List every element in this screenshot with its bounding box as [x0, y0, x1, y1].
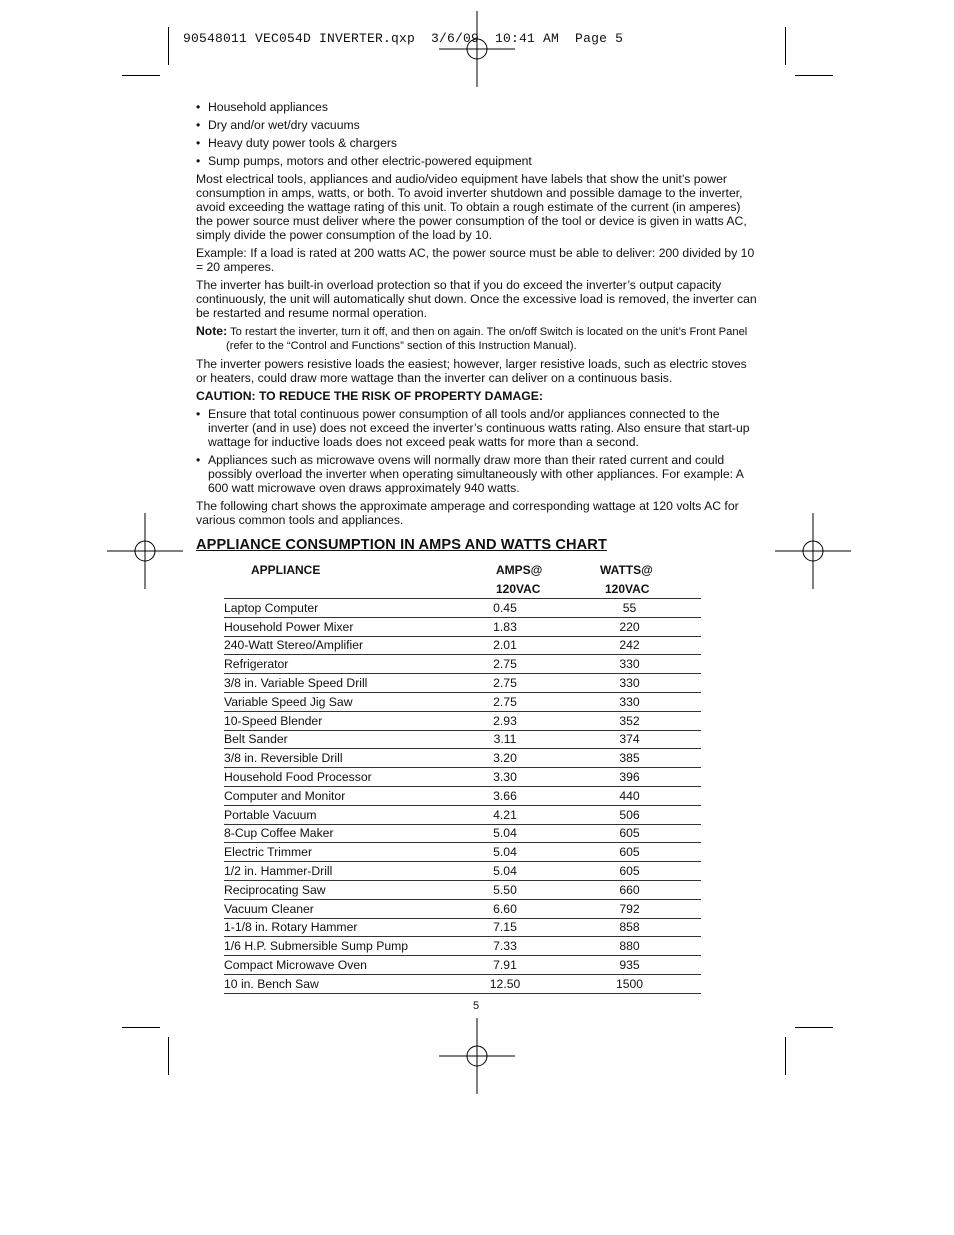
- appliance-cell: 10 in. Bench Saw: [224, 974, 452, 993]
- registration-mark-right: [775, 513, 851, 589]
- table-row: [224, 880, 701, 899]
- watts-cell: 858: [558, 918, 701, 937]
- appliance-cell: 1/6 H.P. Submersible Sump Pump: [224, 937, 452, 956]
- amps-cell: 2.75: [452, 692, 558, 711]
- registration-mark-top: [439, 11, 515, 87]
- paragraph-overload: The inverter has built-in overload protection so that if you do exceed the inverter’s output capacity continuously, the unit will automatically shut down. Once the excessive load is removed, the inverter can be restarted and resume normal operation.: [196, 278, 757, 320]
- watts-cell: 880: [558, 937, 701, 956]
- amps-cell: 2.01: [452, 636, 558, 655]
- watts-cell: 374: [558, 730, 701, 749]
- watts-cell: 506: [558, 805, 701, 824]
- table-row: [224, 937, 701, 956]
- crop-mark-bl-v: [168, 1037, 169, 1075]
- paragraph-resistive-loads: The inverter powers resistive loads the easiest; however, larger resistive loads, such as electric stoves or heaters, could draw more wattage than the inverter can deliver on a continuous basis.: [196, 357, 747, 385]
- watts-cell: 605: [558, 824, 701, 843]
- watts-cell: 605: [558, 843, 701, 862]
- appliance-cell: Variable Speed Jig Saw: [224, 692, 452, 711]
- appliance-cell: Refrigerator: [224, 655, 452, 674]
- watts-cell: 385: [558, 749, 701, 768]
- appliance-cell: Reciprocating Saw: [224, 880, 452, 899]
- caution-heading: CAUTION: TO REDUCE THE RISK OF PROPERTY DAMAGE:: [196, 389, 543, 403]
- file-slug: 90548011 VEC054D INVERTER.qxp 3/6/09 10:41 AM Page 5: [183, 31, 624, 46]
- list-item: • Sump pumps, motors and other electric-powered equipment: [196, 154, 758, 168]
- crop-mark-tr-v: [785, 27, 786, 65]
- watts-cell: 440: [558, 786, 701, 805]
- amps-cell: 7.91: [452, 956, 558, 975]
- page-number: 5: [473, 1000, 480, 1012]
- list-item: • Appliances such as microwave ovens will normally draw more than their rated current and could possibly overload the inverter when operating simultaneously with other appliances. For example: A 600 watt microwave oven draws approximately 940 watts.: [196, 453, 758, 495]
- watts-cell: 220: [558, 617, 701, 636]
- list-item: • Dry and/or wet/dry vacuums: [196, 118, 758, 132]
- column-header-appliance: APPLIANCE: [251, 563, 321, 577]
- appliance-cell: 8-Cup Coffee Maker: [224, 824, 452, 843]
- crop-mark-tr-h: [795, 75, 833, 76]
- table-row: [224, 749, 701, 768]
- table-row: [224, 824, 701, 843]
- appliance-cell: 3/8 in. Variable Speed Drill: [224, 674, 452, 693]
- watts-cell: 660: [558, 880, 701, 899]
- watts-cell: 330: [558, 692, 701, 711]
- note-label: Note:: [196, 324, 228, 338]
- appliance-cell: 240-Watt Stereo/Amplifier: [224, 636, 452, 655]
- appliance-cell: 1/2 in. Hammer-Drill: [224, 862, 452, 881]
- amps-cell: 3.20: [452, 749, 558, 768]
- watts-cell: 330: [558, 674, 701, 693]
- table-row: [224, 711, 701, 730]
- watts-cell: 242: [558, 636, 701, 655]
- caution-list: [196, 407, 758, 495]
- amps-cell: 5.04: [452, 862, 558, 881]
- amps-cell: 2.75: [452, 674, 558, 693]
- appliance-cell: 3/8 in. Reversible Drill: [224, 749, 452, 768]
- table-row: [224, 655, 701, 674]
- amps-cell: 2.93: [452, 711, 558, 730]
- watts-cell: 55: [558, 599, 701, 618]
- amps-cell: 2.75: [452, 655, 558, 674]
- table-row: [224, 899, 701, 918]
- body-text: [196, 100, 758, 531]
- watts-cell: 605: [558, 862, 701, 881]
- note-text: To restart the inverter, turn it off, and then on again. The on/off Switch is located on the unit’s Front Panel (refer to the “Control and Functions” section of this Instruction Manual).: [226, 326, 748, 352]
- table-row: [224, 692, 701, 711]
- appliance-cell: Belt Sander: [224, 730, 452, 749]
- note: [196, 324, 758, 353]
- paragraph-example: Example: If a load is rated at 200 watts AC, the power source must be able to deliver: 200 divided by 10 = 20 amperes.: [196, 246, 755, 274]
- appliance-cell: Electric Trimmer: [224, 843, 452, 862]
- table-row: [224, 805, 701, 824]
- amps-cell: 5.04: [452, 843, 558, 862]
- crop-mark-tl-h: [122, 75, 160, 76]
- list-item: • Household appliances: [196, 100, 758, 114]
- appliance-cell: Household Power Mixer: [224, 617, 452, 636]
- table-row: [224, 730, 701, 749]
- amps-cell: 3.30: [452, 768, 558, 787]
- appliance-cell: Portable Vacuum: [224, 805, 452, 824]
- table-row: [224, 617, 701, 636]
- table-row: [224, 918, 701, 937]
- table-row: [224, 974, 701, 993]
- crop-mark-tl-v: [168, 27, 169, 65]
- amps-cell: 1.83: [452, 617, 558, 636]
- crop-mark-bl-h: [122, 1027, 160, 1028]
- appliance-cell: Household Food Processor: [224, 768, 452, 787]
- registration-mark-left: [107, 513, 183, 589]
- appliance-cell: Laptop Computer: [224, 599, 452, 618]
- amps-cell: 0.45: [452, 599, 558, 618]
- paragraph-labels: Most electrical tools, appliances and audio/video equipment have labels that show the unit’s power consumption in amps, watts, or both. To avoid inverter shutdown and possible damage to the inverter, avoid exceeding the wattage rating of this unit. To obtain a rough estimate of the current (in amperes) the power source must deliver where the power consumption of the tool or device is given in watts AC, simply divide the power consumption of the load by 10.: [196, 172, 747, 242]
- amps-cell: 3.11: [452, 730, 558, 749]
- list-item: • Heavy duty power tools & chargers: [196, 136, 758, 150]
- table-row: [224, 636, 701, 655]
- amps-cell: 7.15: [452, 918, 558, 937]
- appliance-cell: 1-1/8 in. Rotary Hammer: [224, 918, 452, 937]
- table-row: [224, 843, 701, 862]
- column-header-watts: WATTS@ 120VAC: [600, 563, 653, 596]
- chart-title: APPLIANCE CONSUMPTION IN AMPS AND WATTS CHART: [196, 537, 607, 553]
- watts-cell: 396: [558, 768, 701, 787]
- crop-mark-br-h: [795, 1027, 833, 1028]
- appliance-cell: Computer and Monitor: [224, 786, 452, 805]
- watts-cell: 792: [558, 899, 701, 918]
- column-header-amps: AMPS@ 120VAC: [496, 563, 543, 596]
- crop-mark-br-v: [785, 1037, 786, 1075]
- table-row: [224, 768, 701, 787]
- amps-cell: 12.50: [452, 974, 558, 993]
- appliance-cell: Vacuum Cleaner: [224, 899, 452, 918]
- appliance-consumption-table: [224, 598, 701, 994]
- list-item: • Ensure that total continuous power consumption of all tools and/or appliances connected to the inverter (and in use) does not exceed the inverter’s continuous watts rating. Also ensure that start-up wattage for inductive loads does not exceed peak watts for more than a second.: [196, 407, 758, 449]
- amps-cell: 5.04: [452, 824, 558, 843]
- table-row: [224, 674, 701, 693]
- watts-cell: 1500: [558, 974, 701, 993]
- table-row: [224, 786, 701, 805]
- amps-cell: 5.50: [452, 880, 558, 899]
- amps-cell: 6.60: [452, 899, 558, 918]
- paragraph-chart-intro: The following chart shows the approximate amperage and corresponding wattage at 120 volts AC for various common tools and appliances.: [196, 499, 739, 527]
- table-row: [224, 956, 701, 975]
- appliance-type-list: [196, 100, 758, 168]
- watts-cell: 352: [558, 711, 701, 730]
- amps-cell: 7.33: [452, 937, 558, 956]
- appliance-cell: 10-Speed Blender: [224, 711, 452, 730]
- watts-cell: 330: [558, 655, 701, 674]
- watts-cell: 935: [558, 956, 701, 975]
- registration-mark-bottom: [439, 1018, 515, 1094]
- amps-cell: 4.21: [452, 805, 558, 824]
- table-row: [224, 599, 701, 618]
- amps-cell: 3.66: [452, 786, 558, 805]
- appliance-cell: Compact Microwave Oven: [224, 956, 452, 975]
- table-row: [224, 862, 701, 881]
